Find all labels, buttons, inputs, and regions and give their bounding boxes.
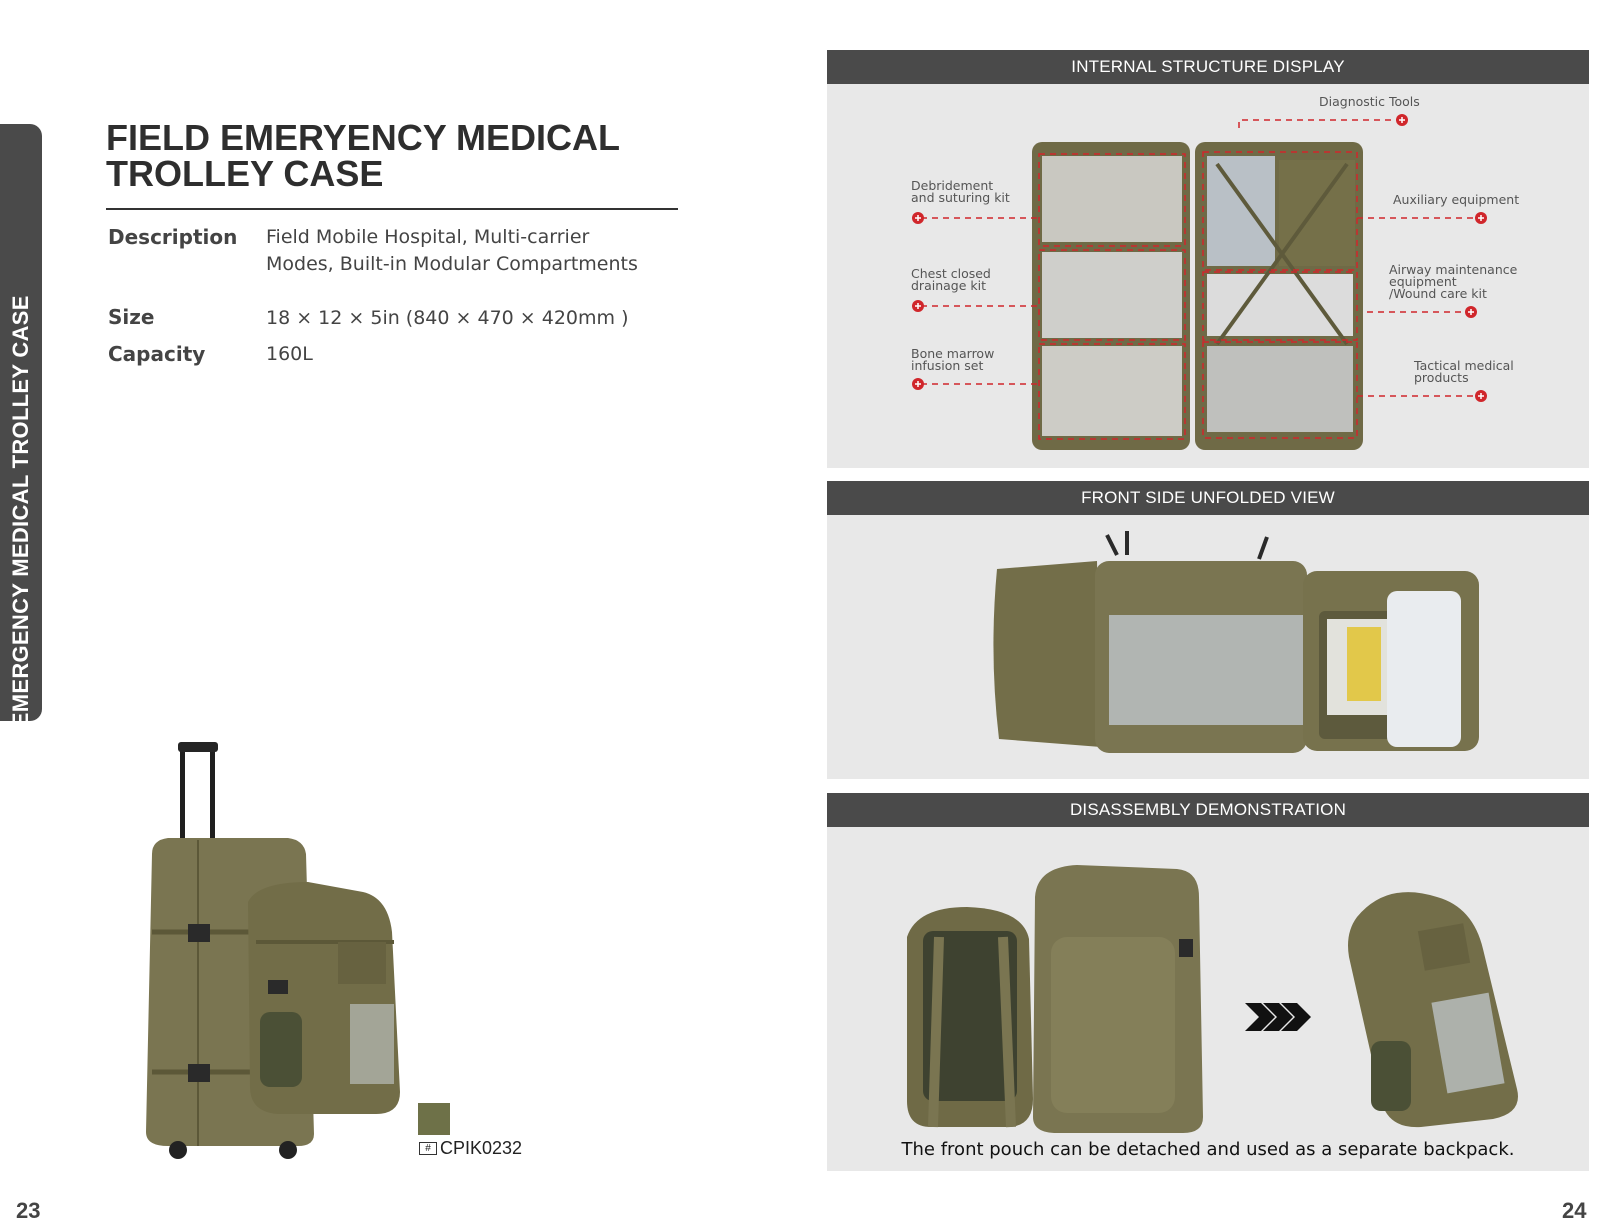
side-tab-text: FIELD EMERGENCY MEDICAL TROLLEY CASE [8,295,33,799]
disassembly-illustration [827,827,1589,1171]
color-swatch [418,1103,450,1135]
callout-bone-marrow: Bone marrow infusion set [911,346,995,373]
size-label: Size [108,305,155,329]
description-line-1: Field Mobile Hospital, Multi-carrier [266,226,590,248]
description-line-2: Modes, Built-in Modular Compartments [266,253,638,275]
callout-auxiliary: Auxiliary equipment [1393,192,1520,207]
side-tab [0,124,42,799]
disassembly-body [827,827,1589,1171]
page-title-line-1: FIELD EMERYENCY MEDICAL [106,117,621,158]
front-unfolded-illustration [827,515,1589,779]
internal-structure-panel [827,50,1589,468]
sku-code [419,1138,522,1159]
callout-diagnostic-tools: Diagnostic Tools [1319,94,1420,109]
disassembly-header: DISASSEMBLY DEMONSTRATION [827,793,1589,827]
front-unfolded-header: FRONT SIDE UNFOLDED VIEW [827,481,1589,515]
left-page-number: 23 [16,1198,41,1223]
callout-chest-drainage: Chest closed drainage kit [911,266,991,293]
disassembly-panel [827,793,1589,1171]
page-title [106,117,621,194]
hash-icon: # [419,1142,437,1155]
internal-structure-header: INTERNAL STRUCTURE DISPLAY [827,50,1589,84]
capacity-label: Capacity [108,342,206,366]
size-value: 18 × 12 × 5in (840 × 470 × 420mm ) [266,307,629,329]
callout-airway: Airway maintenance equipment /Wound care kit [1389,262,1518,301]
disassembly-caption: The front pouch can be detached and used as a separate backpack. [901,1139,1515,1160]
chevron-right-icon [1245,1003,1311,1031]
front-unfolded-body [827,515,1589,779]
sku-text: CPIK0232 [440,1138,523,1158]
description-label: Description [108,225,238,249]
front-unfolded-panel [827,481,1589,779]
title-divider [106,208,678,210]
callout-tactical: Tactical medical products [1414,358,1514,385]
callout-debridement: Debridement and suturing kit [911,178,1010,205]
page-title-line-2: TROLLEY CASE [106,153,384,194]
right-page-number: 24 [1562,1198,1587,1223]
internal-structure-body [827,84,1589,468]
capacity-value: 160L [266,343,313,365]
trolley-product-image [138,742,418,1162]
description-value [266,224,638,278]
